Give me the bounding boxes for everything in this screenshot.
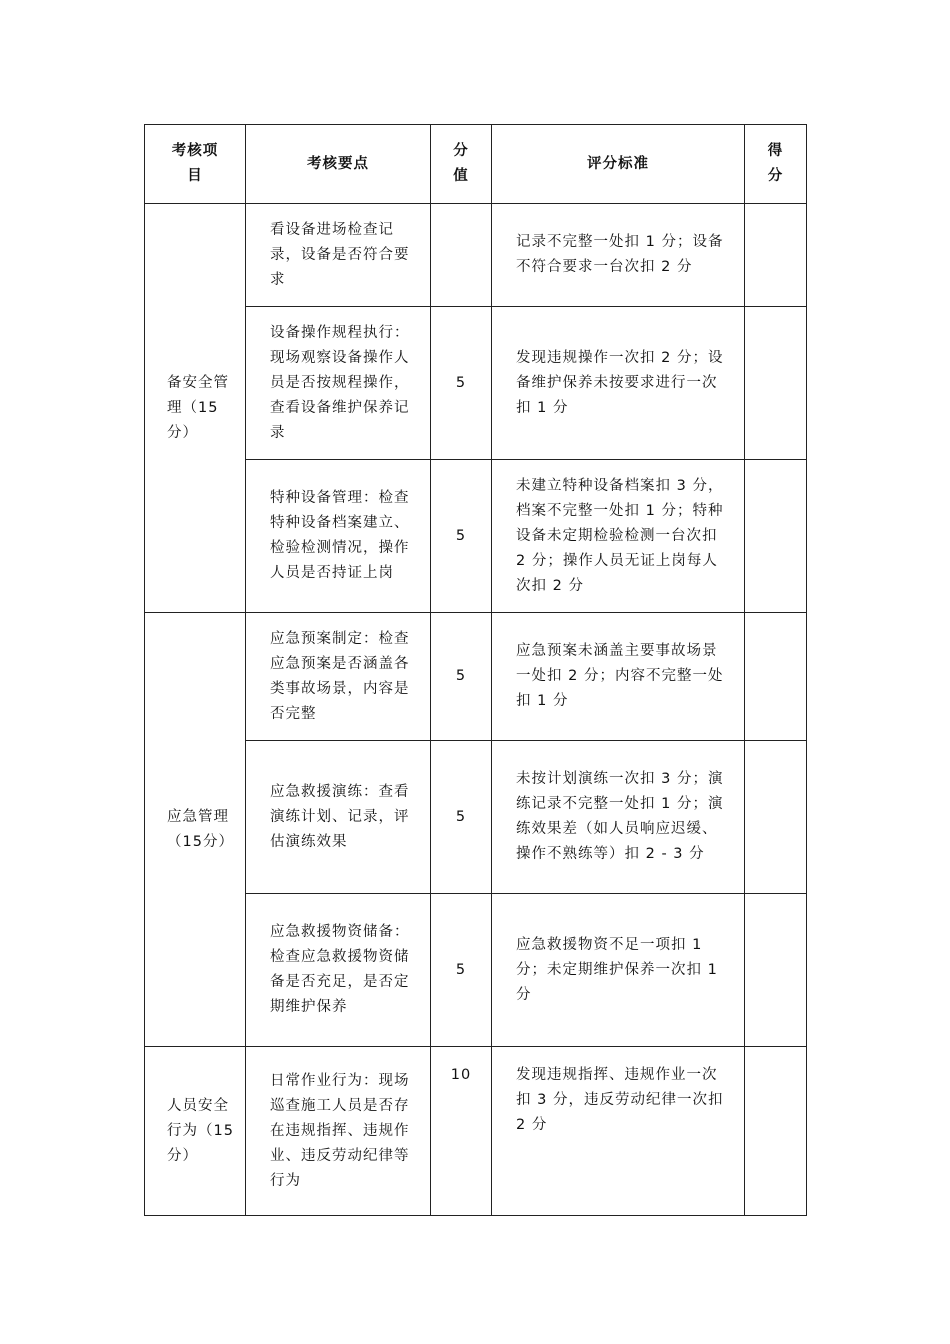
score-cell: 5 [431, 894, 492, 1047]
table-row [145, 204, 807, 307]
category-cell: 备安全管理（15分） [145, 204, 246, 613]
criteria-cell: 应急预案未涵盖主要事故场景一处扣 2 分；内容不完整一处扣 1 分 [492, 613, 745, 741]
point-cell: 特种设备管理：检查特种设备档案建立、检验检测情况，操作人员是否持证上岗 [246, 460, 431, 613]
point-cell: 应急预案制定：检查应急预案是否涵盖各类事故场景，内容是否完整 [246, 613, 431, 741]
category-cell: 人员安全行为（15分） [145, 1047, 246, 1216]
score-cell: 5 [431, 741, 492, 894]
category-cell: 应急管理（15分） [145, 613, 246, 1047]
assessment-table [144, 124, 807, 1216]
score-cell: 5 [431, 460, 492, 613]
point-cell: 设备操作规程执行：现场观察设备操作人员是否按规程操作，查看设备维护保养记录 [246, 307, 431, 460]
criteria-cell: 应急救援物资不足一项扣 1 分；未定期维护保养一次扣 1 分 [492, 894, 745, 1047]
criteria-cell: 发现违规指挥、违规作业一次扣 3 分，违反劳动纪律一次扣 2 分 [492, 1047, 745, 1216]
result-cell[interactable] [745, 613, 807, 741]
header-criteria: 评分标准 [492, 125, 745, 204]
table-row [145, 1047, 807, 1216]
result-cell[interactable] [745, 894, 807, 1047]
point-cell: 日常作业行为：现场巡查施工人员是否存在违规指挥、违规作业、违反劳动纪律等行为 [246, 1047, 431, 1216]
criteria-cell: 未按计划演练一次扣 3 分；演练记录不完整一处扣 1 分；演练效果差（如人员响应迟缓、操作不熟练等）扣 2 - 3 分 [492, 741, 745, 894]
criteria-cell: 发现违规操作一次扣 2 分；设备维护保养未按要求进行一次扣 1 分 [492, 307, 745, 460]
criteria-cell: 记录不完整一处扣 1 分；设备不符合要求一台次扣 2 分 [492, 204, 745, 307]
header-result: 得分 [745, 125, 807, 204]
criteria-cell: 未建立特种设备档案扣 3 分，档案不完整一处扣 1 分；特种设备未定期检验检测一台次扣 2 分；操作人员无证上岗每人次扣 2 分 [492, 460, 745, 613]
result-cell[interactable] [745, 1047, 807, 1216]
score-cell [431, 204, 492, 307]
score-cell: 10 [431, 1047, 492, 1216]
header-item: 考核项目 [145, 125, 246, 204]
result-cell[interactable] [745, 741, 807, 894]
result-cell[interactable] [745, 460, 807, 613]
point-cell: 应急救援物资储备：检查应急救援物资储备是否充足，是否定期维护保养 [246, 894, 431, 1047]
table-row [145, 613, 807, 741]
result-cell[interactable] [745, 307, 807, 460]
score-cell: 5 [431, 613, 492, 741]
result-cell[interactable] [745, 204, 807, 307]
header-points: 考核要点 [246, 125, 431, 204]
header-score: 分值 [431, 125, 492, 204]
point-cell: 应急救援演练：查看演练计划、记录，评估演练效果 [246, 741, 431, 894]
score-cell: 5 [431, 307, 492, 460]
table-header-row [145, 125, 807, 204]
point-cell: 看设备进场检查记录，设备是否符合要求 [246, 204, 431, 307]
